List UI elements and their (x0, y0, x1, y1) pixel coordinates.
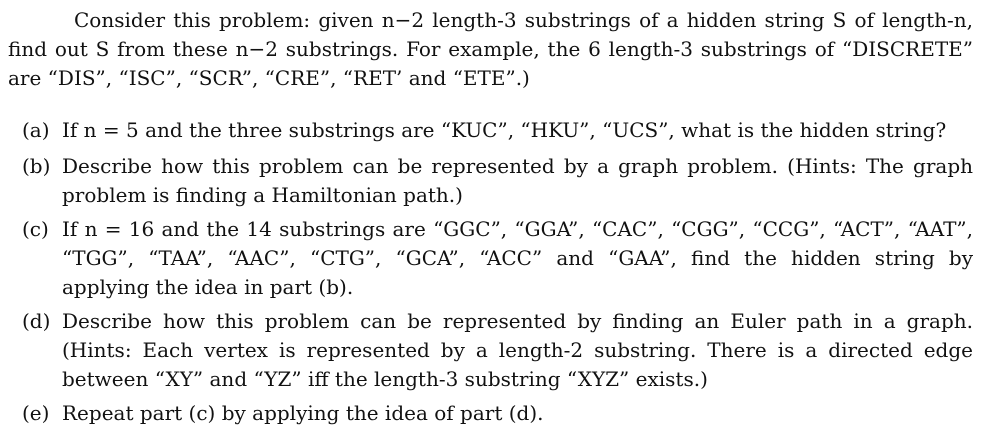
subquestion-d (8, 307, 973, 394)
subquestion-label: (b) (22, 154, 51, 178)
subquestion-b (8, 152, 973, 210)
subquestion-text: If n = 16 and the 14 substrings are “GGC”, “GGA”, “CAC”, “CGG”, “CCG”, “ACT”, “AAT”, “TGG”, “TAA”, “AAC”, “CTG”, “GCA”, “ACC” and “GAA”, find the hidden string by applying the idea in part (b). (62, 217, 973, 299)
subquestion-list (8, 116, 973, 433)
subquestion-label: (e) (22, 401, 50, 425)
subquestion-e (8, 399, 973, 428)
subquestion-text: Describe how this problem can be represented by finding an Euler path in a graph. (Hints: Each vertex is represented by a length-2 substring. There is a directed edge between “XY” and “YZ” iff the length-3 substring “XYZ” exists.) (62, 309, 973, 391)
problem-intro (8, 6, 973, 93)
subquestion-c (8, 215, 973, 302)
subquestion-text: If n = 5 and the three substrings are “KUC”, “HKU”, “UCS”, what is the hidden string? (62, 118, 947, 142)
subquestion-label: (a) (22, 118, 50, 142)
subquestion-text: Repeat part (c) by applying the idea of part (d). (62, 401, 544, 425)
intro-text: Consider this problem: given n−2 length-3 substrings of a hidden string S of length-n, find out S from these n−2 substrings. For example, the 6 length-3 substrings of “DISCRETE” are “DIS”, “ISC”, “SCR”, “CRE”, “RET’ and “ETE”.) (8, 8, 973, 90)
subquestion-label: (d) (22, 309, 51, 333)
subquestion-a (8, 116, 973, 145)
subquestion-label: (c) (22, 217, 49, 241)
subquestion-text: Describe how this problem can be represented by a graph problem. (Hints: The graph problem is finding a Hamiltonian path.) (62, 154, 973, 207)
